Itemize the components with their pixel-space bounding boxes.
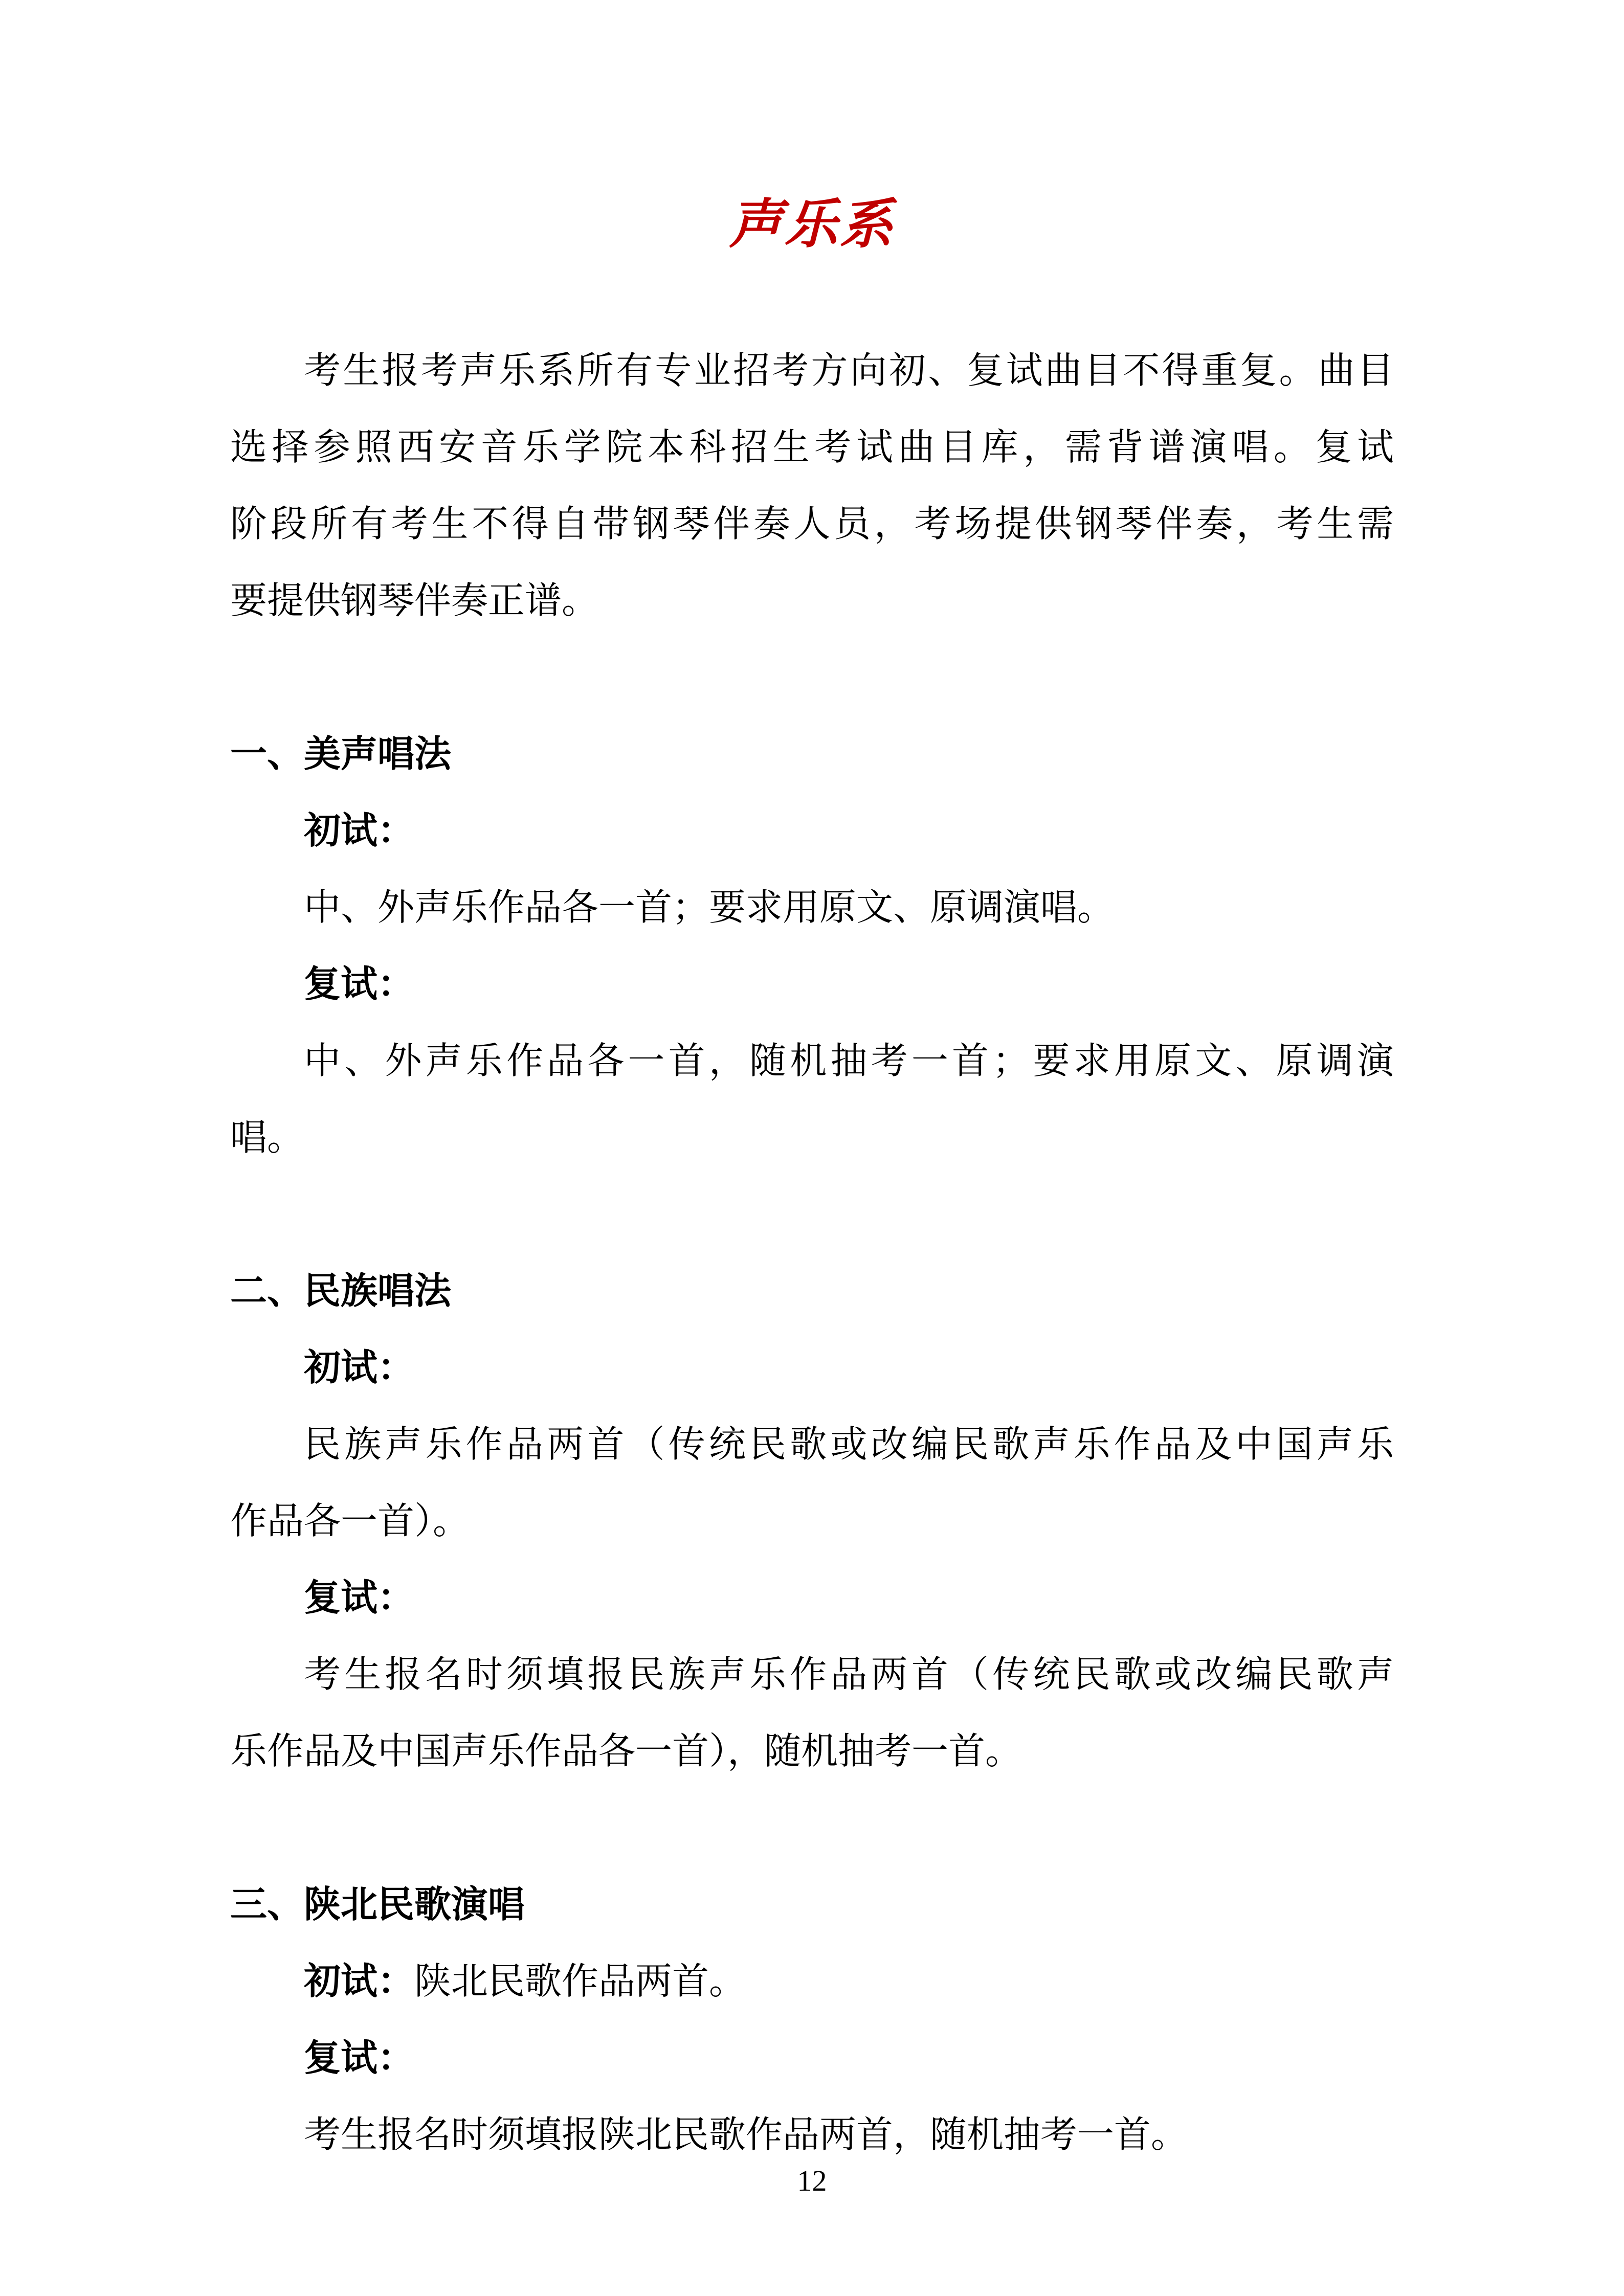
section-folk-singing bbox=[230, 1253, 1394, 1790]
section-bel-canto bbox=[230, 716, 1394, 1176]
exam-requirement-line: 中、外声乐作品各一首；要求用原文、原调演唱。 bbox=[304, 887, 1115, 928]
exam-stage-label: 初试： bbox=[304, 1347, 415, 1388]
exam-stage-label: 复试： bbox=[304, 2038, 415, 2079]
intro-line: 阶段所有考生不得自带钢琴伴奏人员，考场提供钢琴伴奏，考生需 bbox=[230, 504, 1394, 545]
page-number: 12 bbox=[797, 2164, 827, 2197]
exam-requirement-line: 考生报名时须填报民族声乐作品两首（传统民歌或改编民歌声 bbox=[304, 1654, 1394, 1695]
exam-stage-label: 初试： bbox=[304, 1961, 415, 2002]
exam-requirement-line bbox=[230, 1943, 1394, 2020]
section-heading: 一、美声唱法 bbox=[230, 734, 452, 775]
exam-requirement-text: 陕北民歌作品两首。 bbox=[414, 1961, 746, 2002]
exam-requirement-line: 民族声乐作品两首（传统民歌或改编民歌声乐作品及中国声乐 bbox=[304, 1424, 1394, 1465]
exam-requirement-line: 作品各一首）。 bbox=[230, 1501, 470, 1542]
section-heading: 二、民族唱法 bbox=[230, 1271, 452, 1312]
exam-stage-label: 复试： bbox=[304, 964, 415, 1005]
intro-line: 考生报考声乐系所有专业招考方向初、复试曲目不得重复。曲目 bbox=[304, 350, 1394, 391]
exam-requirement-line: 乐作品及中国声乐作品各一首），随机抽考一首。 bbox=[230, 1731, 1022, 1772]
intro-paragraph bbox=[230, 332, 1394, 639]
intro-line: 要提供钢琴伴奏正谱。 bbox=[230, 580, 599, 621]
exam-requirement-line: 中、外声乐作品各一首，随机抽考一首；要求用原文、原调演 bbox=[304, 1041, 1394, 1082]
section-shanbei-folk-song bbox=[230, 1866, 1394, 2173]
section-heading: 三、陕北民歌演唱 bbox=[230, 1884, 525, 1925]
exam-requirement-line: 考生报名时须填报陕北民歌作品两首，随机抽考一首。 bbox=[304, 2114, 1188, 2155]
page-title: 声乐系 bbox=[729, 195, 895, 254]
intro-line: 选择参照西安音乐学院本科招生考试曲目库，需背谱演唱。复试 bbox=[230, 427, 1394, 468]
exam-stage-label: 复试： bbox=[304, 1578, 415, 1618]
exam-stage-label: 初试： bbox=[304, 811, 415, 851]
exam-requirement-line: 唱。 bbox=[230, 1117, 304, 1158]
